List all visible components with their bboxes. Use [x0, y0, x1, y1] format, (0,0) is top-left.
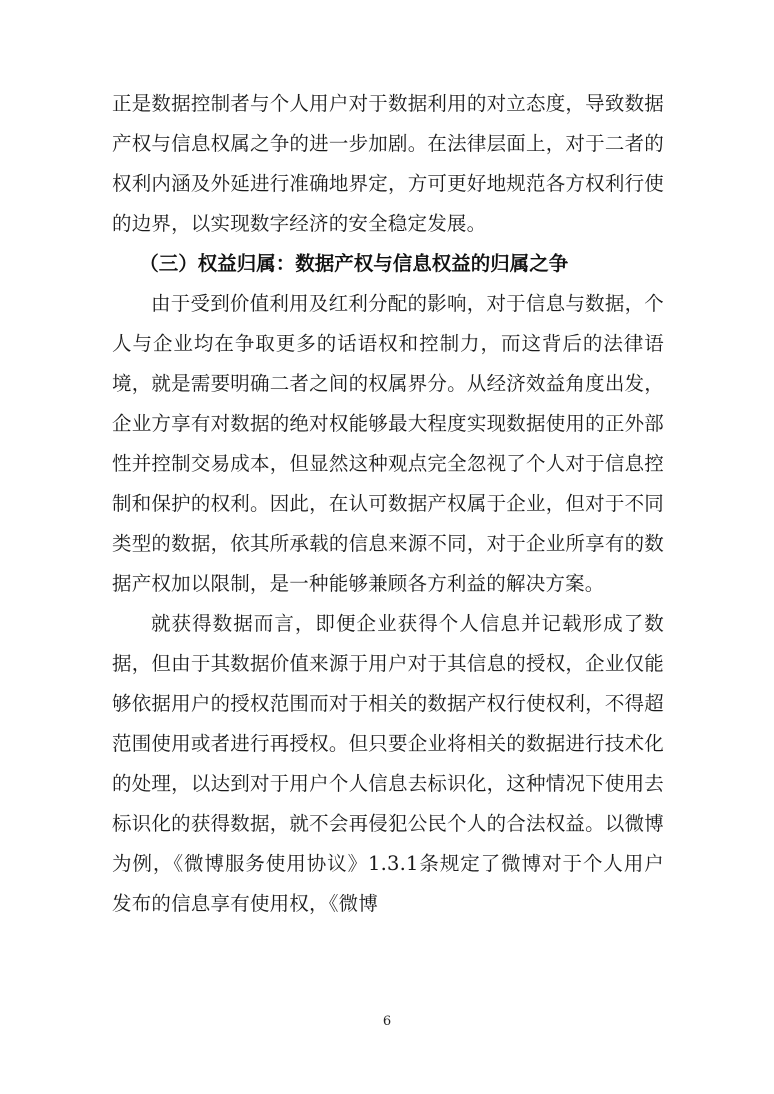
page-body — [112, 84, 664, 924]
section-heading: （三）权益归属：数据产权与信息权益的归属之争 — [139, 252, 569, 275]
page-number: 6 — [382, 1014, 392, 1029]
paragraph-1: 正是数据控制者与个人用户对于数据利用的对立态度，导致数据产权与信息权属之争的进一步加剧。在法律层面上，对于二者的权利内涵及外延进行准确地界定，方可更好地规范各方权利行使的边界，以实现数字经济的安全稳定发展。 — [112, 92, 664, 235]
paragraph-3: 就获得数据而言，即便企业获得个人信息并记载形成了数据，但由于其数据价值来源于用户对于其信息的授权，企业仅能够依据用户的授权范围而对于相关的数据产权行使权利，不得超范围使用或者进行再授权。但只要企业将相关的数据进行技术化的处理，以达到对于用户个人信息去标识化，这种情况下使用去标识化的获得数据，就不会再侵犯公民个人的合法权益。以微博为例，《微博服务使用协议》1.3.1条规定了微博对于个人用户发布的信息享有使用权，《微博 — [112, 612, 664, 915]
paragraph-2: 由于受到价值利用及红利分配的影响，对于信息与数据，个人与企业均在争取更多的话语权和控制力，而这背后的法律语境，就是需要明确二者之间的权属界分。从经济效益角度出发，企业方享有对数据的绝对权能够最大程度实现数据使用的正外部性并控制交易成本，但显然这种观点完全忽视了个人对于信息控制和保护的权利。因此，在认可数据产权属于企业，但对于不同类型的数据，依其所承载的信息来源不同，对于企业所享有的数据产权加以限制，是一种能够兼顾各方利益的解决方案。 — [112, 292, 664, 595]
